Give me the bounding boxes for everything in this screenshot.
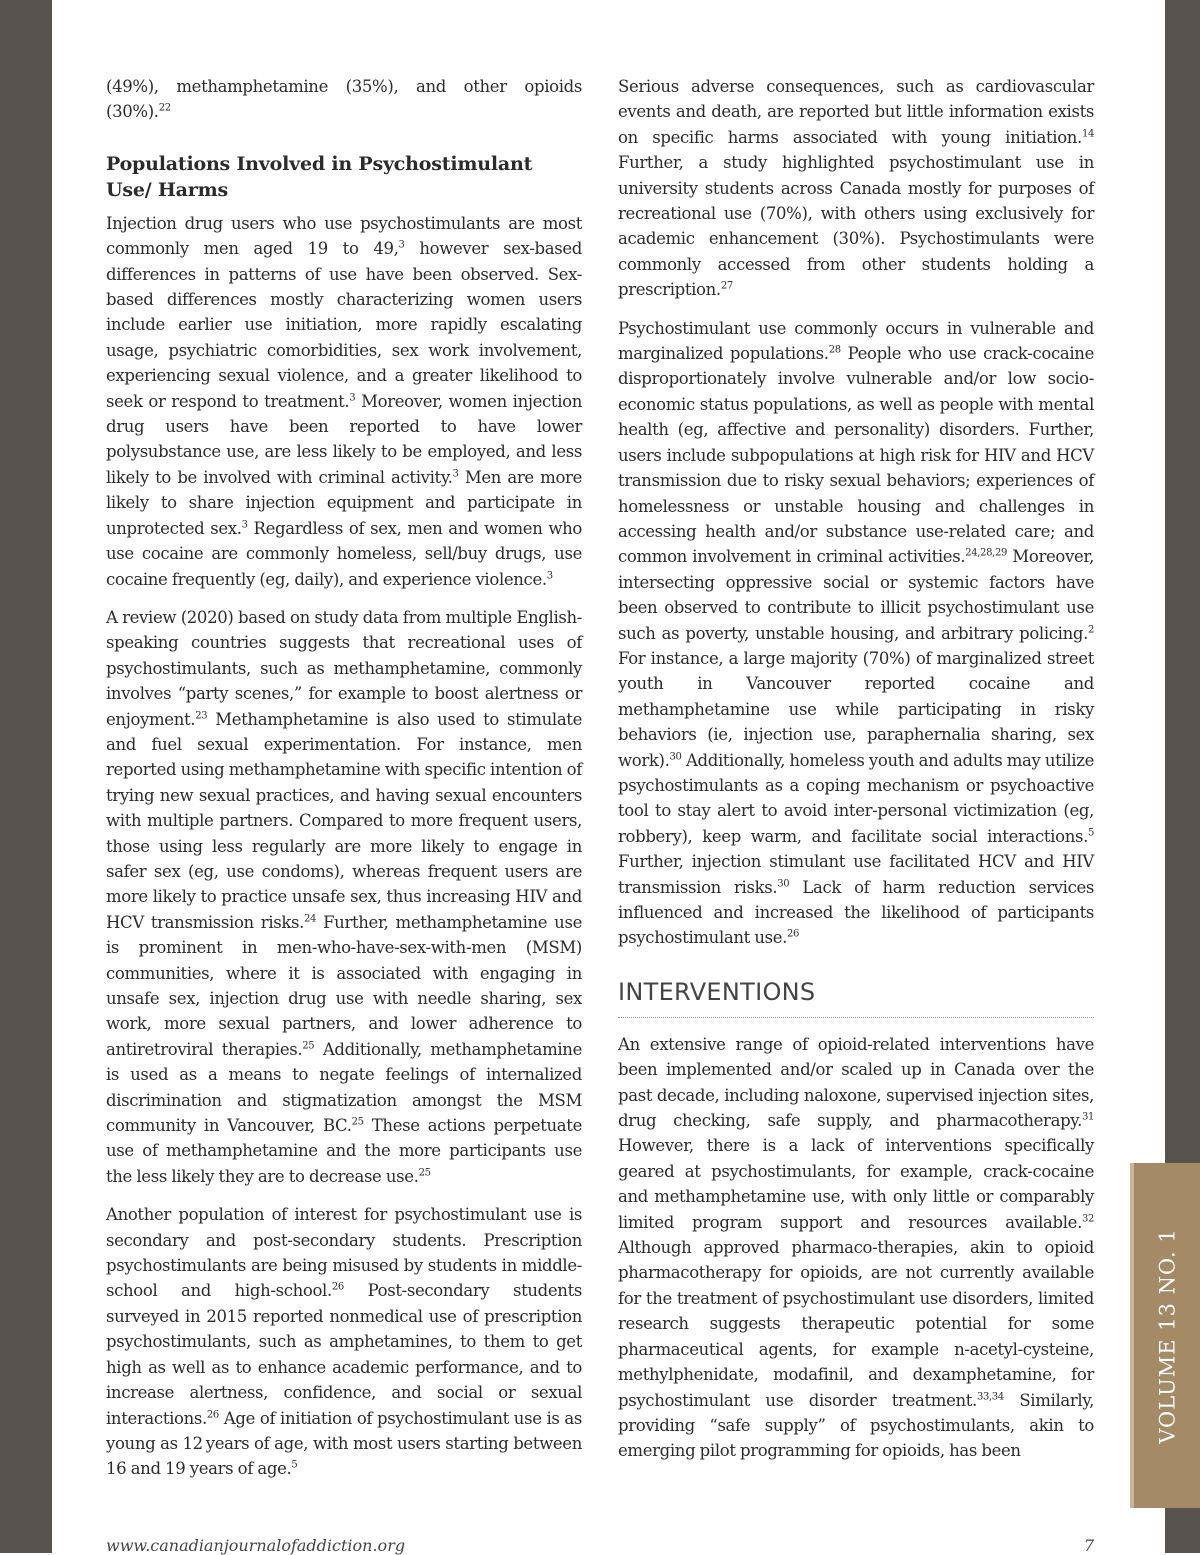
left-paragraph-0: (49%), methamphetamine (35%), and other opioids (30%).$^{22}$ bbox=[106, 77, 582, 122]
citation: 30 bbox=[669, 751, 682, 763]
right-column bbox=[618, 74, 1094, 1477]
citation: 3 bbox=[398, 239, 405, 251]
citation: 23 bbox=[195, 710, 208, 722]
left-paragraph-2: A review (2020) based on study data from multiple English-speaking countries suggests that recreational uses of psychostimulants, such as methamphetamine, commonly involves “party scenes,” for example to boost alertness or enjoyment.$^{23}$ Methamphetamine is also used to stimulate and fuel sexual experimentation. For instance, men reported using methamphetamine with specific intention of trying new sexual practices, and having sexual encounters with multiple partners. Compared to more frequent users, those using less regularly are more likely to engage in safer sex (eg, use condoms), whereas frequent users are more likely to practice unsafe sex, thus increasing HIV and HCV transmission risks.$^{24}$ Further, methamphetamine use is prominent in men-who-have-sex-with-men (MSM) communities, where it is associated with engaging in unsafe sex, injection drug use with needle sharing, sex work, more sexual partners, and lower adherence to antiretroviral therapies.$^{25}$ Additionally, methamphetamine is used as a means to negate feelings of internalized discrimination and stigmatization amongst the MSM community in Vancouver, BC.$^{25}$ These actions perpetuate use of methamphetamine and the more participants use the less likely they are to decrease use.$^{25}$ bbox=[106, 607, 582, 1186]
section-divider bbox=[618, 1017, 1094, 1018]
citation: 26 bbox=[331, 1281, 344, 1293]
citation: 5 bbox=[291, 1459, 298, 1471]
citation: 5 bbox=[1087, 827, 1094, 839]
citation: 25 bbox=[351, 1116, 364, 1128]
citation: 24 bbox=[304, 913, 317, 925]
citation: 31 bbox=[1081, 1111, 1094, 1123]
citation: 24,28,29 bbox=[965, 547, 1007, 559]
citation: 26 bbox=[787, 928, 800, 940]
citation: 3 bbox=[349, 392, 356, 404]
left-paragraph-3: Another population of interest for psychostimulant use is secondary and post-secondary students. Prescription psychostimulants are being misused by students in middle-school and high-school.$^{26}$ Post-secondary students surveyed in 2015 reported nonmedical use of prescription psychostimulants, such as amphetamines, to them to get high as well as to enhance academic performance, and to increase alertness, confidence, and social or sexual interactions.$^{26}$ Age of initiation of psychostimulant use is as young as 12 years of age, with most users starting between 16 and 19 years of age.$^5$ bbox=[106, 1205, 582, 1479]
section-title-interventions: INTERVENTIONS bbox=[618, 977, 816, 1006]
volume-label-container bbox=[1138, 1163, 1198, 1508]
citation: 27 bbox=[720, 280, 733, 292]
page-number: 7 bbox=[1083, 1536, 1094, 1555]
citation: 26 bbox=[206, 1409, 219, 1420]
citation: 25 bbox=[418, 1167, 431, 1179]
right-paragraph-3: An extensive range of opioid-related interventions have been implemented and/or scaled up in Canada over the past decade, including naloxone, supervised injection sites, drug checking, safe supply, and pharmacotherapy.$^{31}$ However, there is a lack of interventions specifically geared at psychostimulants, for example, crack-cocaine and methamphetamine use, with only little or comparably limited program support and resources available.$^{32}$ Although approved pharmaco-therapies, akin to opioid pharmacotherapy for opioids, are not currently available for the treatment of psychostimulant use disorders, limited research suggests therapeutic potential for some pharmaceutical agents, for example n-acetyl-cysteine, methylphenidate, modafinil, and dexamphetamine, for psychostimulant use disorder treatment.$^{33,34}$ Similarly, providing “safe supply” of psychostimulants, akin to emerging pilot programming for opioids, has been bbox=[618, 1034, 1095, 1461]
citation: 3 bbox=[546, 570, 553, 581]
footer-website-link[interactable]: www.canadianjournalofaddiction.org bbox=[106, 1536, 406, 1555]
citation: 25 bbox=[302, 1040, 315, 1052]
citation: 30 bbox=[777, 878, 790, 890]
section-heading-populations: Populations Involved in Psychostimulant Use/ Harms bbox=[106, 152, 533, 201]
left-page-border bbox=[0, 0, 52, 1553]
volume-label: VOLUME 13 NO. 1 bbox=[1156, 1227, 1181, 1444]
citation: 3 bbox=[452, 468, 459, 480]
citation: 2 bbox=[1087, 624, 1094, 636]
right-paragraph-1: Serious adverse consequences, such as cardiovascular events and death, are reported but little information exists on specific harms associated with young initiation.$^{14}$ Further, a study highlighted psychostimulant use in university students across Canada mostly for purposes of recreational use (70%), with others using exclusively for academic enhancement (30%). Psychostimulants were commonly accessed from other students holding a prescription.$^{27}$ bbox=[618, 77, 1094, 300]
citation: 3 bbox=[241, 519, 248, 531]
citation: 14 bbox=[1081, 128, 1094, 140]
left-column bbox=[106, 74, 582, 1495]
right-paragraph-2: Psychostimulant use commonly occurs in vulnerable and marginalized populations.$^{28}$ People who use crack-cocaine disproportionately involve vulnerable and/or low socio-economic status populations, as well as people with mental health (eg, affective and personality) disorders. Further, users include subpopulations at high risk for HIV and HCV transmission due to risky sexual behaviors; experiences of homelessness or unstable housing and challenges in accessing health and/or substance use-related care; and common involvement in criminal activities.$^{24,28,29}$ Moreover, intersecting oppressive social or systemic factors have been observed to contribute to illicit psychostimulant use such as poverty, unstable housing, and arbitrary policing.$^2$ For instance, a large majority (70%) of marginalized street youth in Vancouver reported cocaine and methamphetamine use while participating in risky behaviors (ie, injection use, paraphernalia sharing, sex work).$^{30}$ Additionally, homeless youth and adults may utilize psychostimulants as a coping mechanism or psychoactive tool to stay alert to avoid inter-personal victimization (eg, robbery), keep warm, and facilitate social interactions.$^5$ Further, injection stimulant use facilitated HCV and HIV transmission risks.$^{30}$ Lack of harm reduction services influenced and increased the likelihood of participants psychostimulant use.$^{26}$ bbox=[618, 318, 1094, 948]
citation: 22 bbox=[158, 102, 171, 114]
left-paragraph-1: Injection drug users who use psychostimulants are most commonly men aged 19 to 49,$^3$ however sex-based differences in patterns of use have been observed. Sex-based differences mostly characterizing women users include earlier use initiation, more rapidly escalating usage, psychiatric comorbidities, sex work involvement, experiencing sexual violence, and a greater likelihood to seek or respond to treatment.$^3$ Moreover, women injection drug users have been reported to have lower polysubstance use, are less likely to be employed, and less likely to be involved with criminal activity.$^3$ Men are more likely to share injection equipment and participate in unprotected sex.$^3$ Regardless of sex, men and women who use cocaine are commonly homeless, sell/buy drugs, use cocaine frequently (eg, daily), and experience violence.$^3$ bbox=[106, 213, 583, 589]
citation: 33,34 bbox=[976, 1391, 1004, 1402]
citation: 28 bbox=[828, 344, 841, 356]
citation: 32 bbox=[1081, 1213, 1094, 1225]
